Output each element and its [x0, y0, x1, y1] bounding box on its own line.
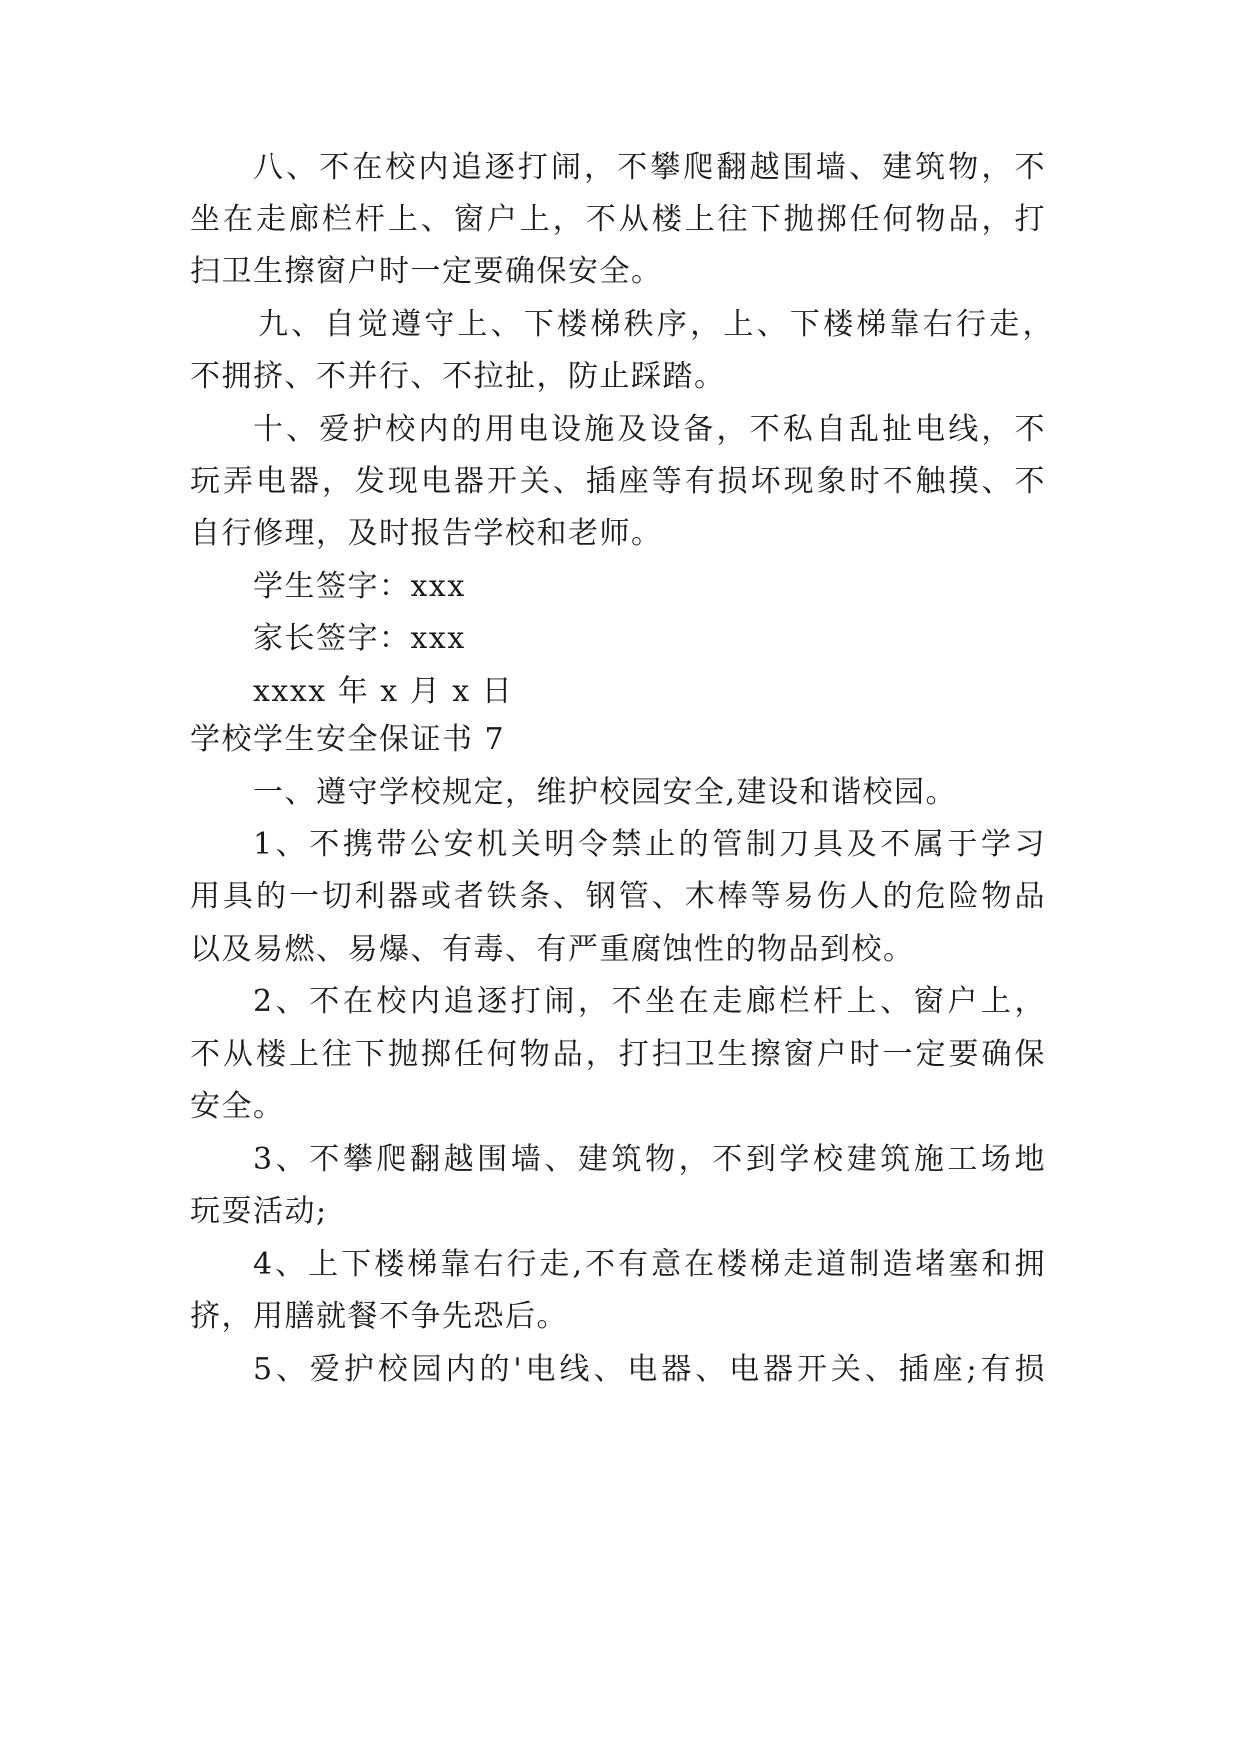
section10-line2: 玩弄电器，发现电器开关、插座等有损坏现象时不触摸、不	[190, 464, 1046, 499]
item4-line1: 4、上下楼梯靠右行走,不有意在楼梯走道制造堵塞和拥	[253, 1247, 1046, 1282]
section10-line1: 十、爱护校内的用电设施及设备，不私自乱扯电线，不	[253, 412, 1046, 447]
section9-line1: 九、自觉遵守上、下楼梯秩序，上、下楼梯靠右行走，	[258, 307, 1054, 342]
section8-line3: 扫卫生擦窗户时一定要确保安全。	[190, 254, 663, 289]
section8-line2: 坐在走廊栏杆上、窗户上，不从楼上往下抛掷任何物品，打	[190, 202, 1046, 237]
item2-line3: 安全。	[190, 1089, 285, 1124]
student-signature: 学生签字：xxx	[253, 569, 466, 604]
item3-line2: 玩耍活动;	[190, 1194, 328, 1229]
item1-line3: 以及易燃、易爆、有毒、有严重腐蚀性的物品到校。	[190, 932, 915, 967]
section9-line2: 不拥挤、不并行、不拉扯，防止踩踏。	[190, 359, 726, 394]
signature-date: xxxx 年 x 月 x 日	[253, 674, 514, 709]
item2-line2: 不从楼上往下抛掷任何物品，打扫卫生擦窗户时一定要确保	[190, 1037, 1046, 1072]
parent-signature: 家长签字：xxx	[253, 621, 466, 656]
item1-line1: 1、不携带公安机关明令禁止的管制刀具及不属于学习	[253, 827, 1046, 862]
item1-line2: 用具的一切利器或者铁条、钢管、木棒等易伤人的危险物品	[190, 879, 1046, 914]
section10-line3: 自行修理，及时报告学校和老师。	[190, 516, 663, 551]
item4-line2: 挤，用膳就餐不争先恐后。	[190, 1299, 568, 1334]
section8-line1: 八、不在校内追逐打闹，不攀爬翻越围墙、建筑物，不	[253, 150, 1046, 185]
item3-line1: 3、不攀爬翻越围墙、建筑物，不到学校建筑施工场地	[253, 1142, 1046, 1177]
section-title: 学校学生安全保证书 7	[190, 722, 506, 757]
part1-heading: 一、遵守学校规定，维护校园安全,建设和谐校园。	[253, 775, 958, 810]
item2-line1: 2、不在校内追逐打闹，不坐在走廊栏杆上、窗户上，	[253, 984, 1046, 1019]
item5-line1: 5、爱护校园内的'电线、电器、电器开关、插座;有损	[253, 1352, 1046, 1387]
